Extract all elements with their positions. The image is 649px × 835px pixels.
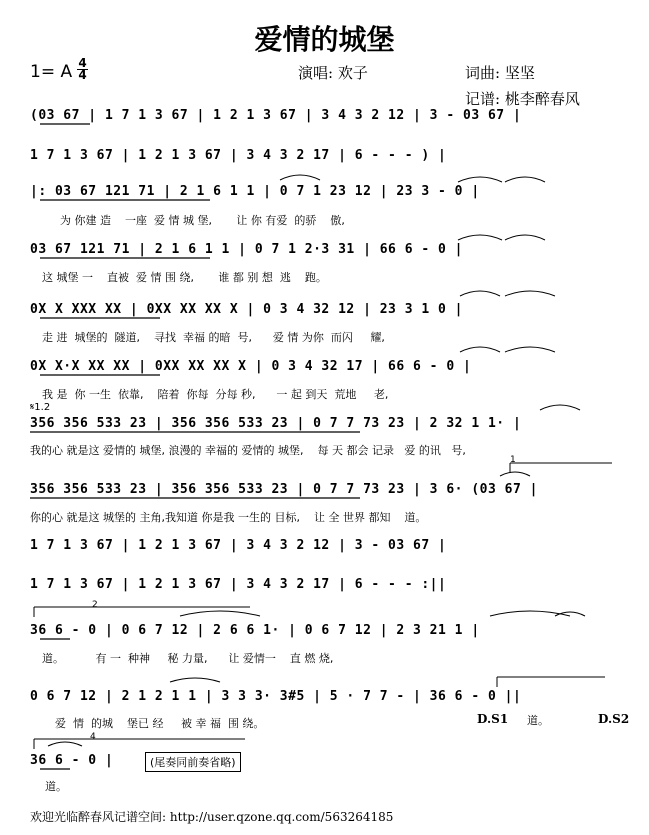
notation-row: 0 6 7 12 | 2 1 2 1 1 | 3 3 3· 3#5 | 5 · 7 7 - | 36 6 - 0 || — [30, 689, 522, 704]
notation-row: 1 7 1 3 67 | 1 2 1 3 67 | 3 4 3 2 17 | 6 - - - :|| — [30, 577, 447, 592]
volta-1-label: 1 — [510, 455, 516, 465]
lyric-line: 这 城堡 一 直被 爱 情 围 绕, 谁 都 别 想 逃 跑。 — [42, 271, 327, 284]
notation-row: 356 356 533 23 | 356 356 533 23 | 0 7 7 73 23 | 3 6· (03 67 | — [30, 482, 538, 497]
time-sig-top: 4 — [78, 56, 87, 70]
singer-credit: 演唱: 欢子 — [298, 64, 368, 82]
notation-row: 0X X·X XX XX | 0XX XX XX X | 0 3 4 32 17 | 66 6 - 0 | — [30, 359, 472, 374]
lyric-line: 走 进 城堡的 隧道, 寻找 幸福 的暗 号, 爱 情 为你 而闪 耀, — [42, 331, 385, 344]
lyric-line: 为 你建 造 一座 爱 情 城 堡, 让 你 有爱 的骄 傲, — [60, 214, 345, 227]
transcriber-credit: 记谱: 桃李醉春风 — [465, 90, 580, 108]
ds2-mark: D.S2 — [598, 712, 630, 726]
ds1-lyric: 道。 — [527, 714, 549, 727]
lyric-line: 我 是 你 一生 依靠, 陪着 你每 分每 秒, 一 起 到天 荒地 老, — [42, 388, 389, 401]
lyricist-credit: 词曲: 坚坚 — [465, 64, 535, 82]
notation-row: 356 356 533 23 | 356 356 533 23 | 0 7 7 73 23 | 2 32 1 1· | — [30, 416, 522, 431]
ending-note: (尾奏同前奏省略) — [145, 752, 241, 772]
lyric-line: 爱 情 的城 堡已 经 被 幸 福 围 绕。 — [55, 717, 265, 730]
lyric-line: 我的心 就是这 爱情的 城堡, 浪漫的 幸福的 爱情的 城堡, 每 天 都会 记录 爱 的讯 号, — [30, 444, 466, 457]
notation-row: |: 03 67 121 71 | 2 1 6 1 1 | 0 7 1 23 12 | 23 3 - 0 | — [30, 184, 480, 199]
notation-row: 1 7 1 3 67 | 1 2 1 3 67 | 3 4 3 2 12 | 3 - 03 67 | — [30, 538, 447, 553]
volta-2-label: 2 — [92, 600, 98, 610]
volta-4-label: 4 — [90, 732, 96, 742]
notation-row: 36 6 - 0 | — [30, 753, 114, 768]
song-title: 爱情的城堡 — [254, 23, 395, 56]
lyric-line: 道。 有 一 种神 秘 力量, 让 爱情一 直 燃 烧, — [42, 652, 334, 665]
footer-text: 欢迎光临醉春风记谱空间: http://user.qzone.qq.com/563264185 — [30, 810, 394, 824]
lyric-line: 你的心 就是这 城堡的 主角,我知道 你是我 一生的 目标, 让 全 世界 都知 道。 — [30, 511, 427, 524]
ds1-mark: D.S1 — [477, 712, 509, 726]
lyric-line: 道。 — [45, 780, 67, 793]
notation-row: 1 7 1 3 67 | 1 2 1 3 67 | 3 4 3 2 17 | 6 - - - ) | — [30, 148, 447, 163]
notation-row: 03 67 121 71 | 2 1 6 1 1 | 0 7 1 2·3 31 | 66 6 - 0 | — [30, 242, 463, 257]
notation-row: (03 67 | 1 7 1 3 67 | 1 2 1 3 67 | 3 4 3 2 12 | 3 - 03 67 | — [30, 108, 522, 123]
slur — [458, 177, 502, 182]
key-signature: 1= A — [30, 62, 73, 82]
segno-mark: 𝄋1.2 — [30, 402, 51, 413]
time-sig-bottom: 4 — [78, 68, 87, 82]
notation-row: 0X X XXX XX | 0XX XX XX X | 0 3 4 32 12 | 23 3 1 0 | — [30, 302, 463, 317]
notation-row: 36 6 - 0 | 0 6 7 12 | 2 6 6 1· | 0 6 7 12 | 2 3 21 1 | — [30, 623, 480, 638]
